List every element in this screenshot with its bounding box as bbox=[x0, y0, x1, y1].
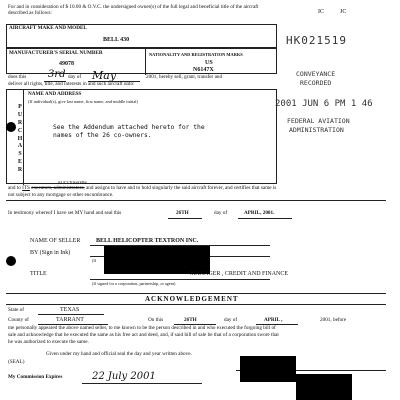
ack-heading: ACKNOWLEDGEMENT bbox=[145, 295, 239, 303]
purchaser-side-label bbox=[16, 104, 24, 174]
consideration-text: For and in consideration of $ 10.00 & O.V.C. the undersigned owner(s) of the full legal and beneficial title of the aircraft described as follows: bbox=[8, 4, 259, 16]
signature-small-text: (If bbox=[92, 258, 97, 263]
redaction-block bbox=[296, 374, 352, 400]
conveyance-line-2: not subject to any mortgage or other encumbrance. bbox=[8, 192, 114, 198]
and-to: and to bbox=[8, 185, 21, 191]
ack-body-line-2: sale and acknowledge that he executed the same as his free act and deed, and, if said bill of sale be that of a corporation swore that bbox=[8, 332, 279, 338]
redaction-block bbox=[104, 246, 210, 274]
document-number-stamp: HK021519 bbox=[286, 34, 347, 47]
title-note: (If signed for a corporation, partnership, or agent) bbox=[92, 281, 176, 286]
state-value: TEXAS bbox=[60, 307, 80, 313]
side-letter: C bbox=[17, 127, 23, 134]
punch-hole bbox=[6, 256, 16, 266]
ack-day-of: day of bbox=[224, 317, 238, 323]
serial-label: MANUFACTURER'S SERIAL NUMBER bbox=[9, 50, 103, 56]
ack-year-before: 2001, before bbox=[320, 317, 347, 323]
commission-date-handwritten: 22 July 2001 bbox=[92, 371, 156, 382]
box-divider bbox=[145, 49, 146, 75]
conveyance-stamp-1: CONVEYANCE bbox=[296, 70, 336, 78]
seal-label: (SEAL) bbox=[8, 359, 25, 365]
deliver-text: deliver all rights, title, and interests in and such aircraft unto: bbox=[8, 81, 135, 87]
ack-body-line-1: me personally appeared the above named seller, to me known to be the person described in and who executed the forgoing bill of bbox=[8, 325, 276, 331]
handwritten-day: 3rd bbox=[48, 69, 66, 80]
name-address-label: NAME AND ADDRESS bbox=[28, 91, 82, 97]
serial-nationality-box bbox=[6, 48, 277, 74]
side-letter: H bbox=[17, 135, 23, 142]
testimony-day: 26TH bbox=[176, 210, 189, 216]
testimony-prefix: In testimony whereof I have set MY hand and seal this bbox=[8, 210, 122, 216]
side-letter: A bbox=[17, 143, 23, 150]
punch-hole bbox=[6, 122, 16, 132]
faa-stamp-2: ADMINISTRATION bbox=[289, 126, 344, 134]
code-ic: IC bbox=[318, 9, 324, 15]
commission-underline bbox=[82, 383, 202, 384]
testimony-day-of: day of bbox=[214, 210, 228, 216]
commission-label: My Commission Expires bbox=[8, 374, 63, 380]
ack-month: APRIL , bbox=[264, 317, 283, 323]
serial-value: 49078 bbox=[59, 61, 74, 67]
faa-stamp-1: FEDERAL AVIATION bbox=[287, 117, 350, 125]
year-text: 2001, hereby sell, grant, transfer and bbox=[146, 74, 223, 80]
date-stamp: 2001 JUN 6 PM 1 46 bbox=[275, 99, 373, 109]
side-letter: E bbox=[17, 159, 22, 166]
ack-on-this: On this bbox=[148, 317, 164, 323]
section-divider bbox=[6, 200, 386, 201]
seller-by-label: BY (Sign in Ink) bbox=[30, 250, 71, 256]
seller-title-label: TITLE bbox=[30, 271, 47, 277]
seller-title-value: MANAGER , CREDIT AND FINANCE bbox=[190, 271, 289, 277]
county-label: County of bbox=[8, 317, 29, 323]
does-this-text: does this bbox=[8, 74, 27, 80]
seller-name-label: NAME OF SELLER bbox=[30, 238, 81, 244]
registration-value: N6147X bbox=[193, 67, 214, 73]
ack-body-line-3: he was authorized to execute the same. bbox=[8, 339, 89, 345]
nationality-value: US bbox=[205, 60, 213, 66]
ack-day: 26TH bbox=[184, 317, 197, 323]
conveyance-rest: and assigns to have and to hold singularly the said aircraft forever, and certifies that same is bbox=[85, 185, 277, 191]
code-jc: JC bbox=[340, 9, 347, 15]
its-text: ITS bbox=[22, 185, 30, 191]
purchaser-box bbox=[6, 89, 277, 184]
redaction-block bbox=[240, 356, 296, 382]
state-underline bbox=[38, 314, 104, 315]
ack-heading-divider bbox=[6, 304, 386, 305]
day-of-text: day of bbox=[68, 74, 82, 80]
nationality-label: NATIONALITY AND REGISTRATION MARKS bbox=[149, 52, 243, 57]
successors-text: SUCCESSORS bbox=[58, 180, 87, 185]
testimony-month-year: APRIL, 2001. bbox=[244, 210, 275, 216]
addendum-line-2: names of the 26 co-owners. bbox=[53, 132, 152, 139]
ack-top-divider bbox=[6, 293, 386, 294]
side-letter: U bbox=[17, 111, 23, 118]
struck-text: executors, administrators, bbox=[31, 185, 85, 191]
name-address-sublabel: (If individual(s), give last name, first name, and middle initial) bbox=[28, 99, 138, 104]
state-label: State of bbox=[8, 307, 24, 313]
side-letter: R bbox=[17, 119, 23, 126]
seller-name: BELL HELICOPTER TEXTRON INC. bbox=[96, 238, 199, 244]
addendum-line-1: See the Addendum attached hereto for the bbox=[53, 124, 205, 131]
title-underline bbox=[90, 279, 270, 280]
conveyance-stamp-2: RECORDED bbox=[300, 79, 332, 87]
side-letter: R bbox=[17, 167, 23, 174]
ack-given-text: Given under my hand and official seal the day and year written above. bbox=[46, 351, 192, 357]
side-letter: S bbox=[18, 151, 22, 158]
make-model-label: AIRCRAFT MAKE AND MODEL bbox=[9, 25, 87, 31]
side-letter: P bbox=[18, 104, 22, 110]
handwritten-month: May bbox=[92, 69, 117, 82]
aircraft-make-box bbox=[6, 24, 277, 48]
county-value: TARRANT bbox=[56, 317, 84, 323]
make-model-value: BELL 430 bbox=[103, 37, 130, 43]
testimony-day-underline bbox=[168, 218, 202, 219]
testimony-month-underline bbox=[238, 218, 292, 219]
